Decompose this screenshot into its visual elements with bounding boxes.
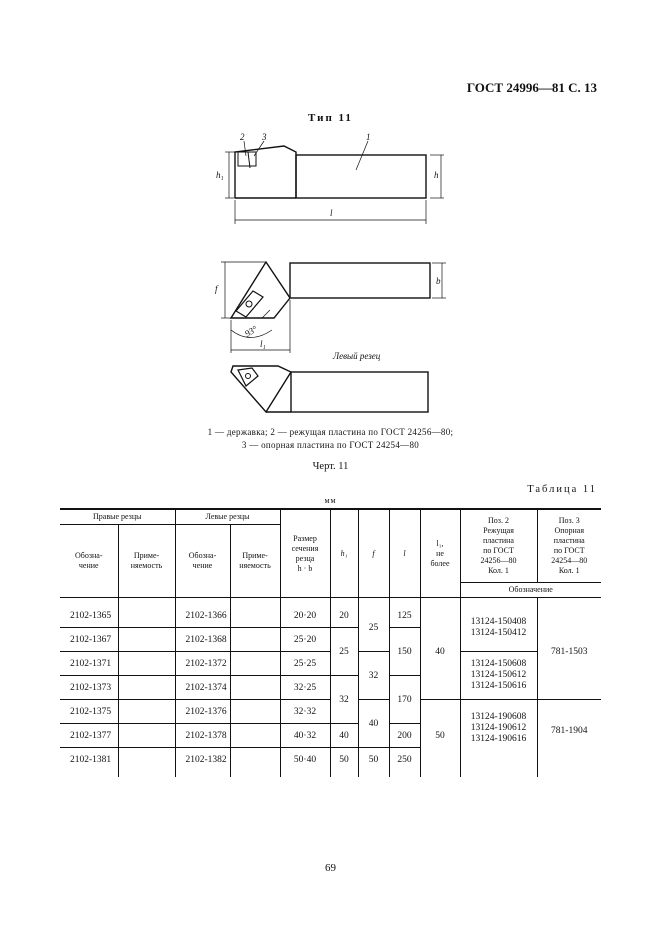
dim-l1-label: l₁ bbox=[260, 339, 266, 349]
h1-cell: 50 bbox=[330, 748, 358, 772]
l-cell: 125 bbox=[389, 604, 420, 628]
h1-cell: 40 bbox=[330, 724, 358, 748]
f-cell: 32 bbox=[358, 652, 389, 700]
dim-b-label: b bbox=[436, 276, 441, 286]
f-cell: 50 bbox=[358, 748, 389, 772]
spec-table bbox=[60, 508, 601, 777]
f-cell: 25 bbox=[358, 604, 389, 652]
callout-2: 2 bbox=[240, 132, 245, 142]
table-row bbox=[60, 604, 601, 628]
h1-cell: 25 bbox=[330, 628, 358, 676]
legend-line-1: 1 — державка; 2 — режущая пластина по ГОСТ 24256—80; bbox=[207, 427, 454, 437]
dim-f-label: f bbox=[215, 284, 218, 294]
h1-cell: 32 bbox=[330, 676, 358, 724]
right-code: 2102-1373 bbox=[60, 676, 118, 700]
insert-cell: 13124-150608 13124-150612 13124-150616 bbox=[460, 652, 537, 700]
angle-label: 93° bbox=[243, 323, 259, 339]
l-cell: 250 bbox=[389, 748, 420, 772]
size-cell: 25·25 bbox=[280, 652, 330, 676]
left-code: 2102-1366 bbox=[175, 604, 230, 628]
l1-cell: 50 bbox=[420, 700, 460, 772]
figure-legend bbox=[0, 426, 661, 452]
support-cell: 781-1904 bbox=[551, 726, 588, 736]
header-f: f bbox=[358, 509, 389, 598]
figure-caption: Черт. 11 bbox=[312, 461, 349, 472]
dim-l-label: l bbox=[330, 208, 333, 218]
right-code: 2102-1367 bbox=[60, 628, 118, 652]
left-code: 2102-1368 bbox=[175, 628, 230, 652]
dim-h-label: h bbox=[434, 170, 439, 180]
page-header: ГОСТ 24996—81 С. 13 bbox=[466, 80, 597, 95]
header-designation-left: Обозна- чение bbox=[175, 525, 230, 598]
l-cell: 200 bbox=[389, 724, 420, 748]
left-cutter-view bbox=[231, 366, 428, 412]
size-cell: 25·20 bbox=[280, 628, 330, 652]
insert-cell: 13124-190608 13124-190612 13124-190616 bbox=[460, 700, 537, 772]
insert-cell: 13124-150408 13124-150412 bbox=[460, 604, 537, 652]
right-code: 2102-1381 bbox=[60, 748, 118, 772]
left-code: 2102-1372 bbox=[175, 652, 230, 676]
header-h1: h₁ bbox=[330, 509, 358, 598]
header-l: l bbox=[389, 509, 420, 598]
header-applicability-left: Приме- няемость bbox=[230, 525, 280, 598]
size-cell: 32·32 bbox=[280, 700, 330, 724]
page-number: 69 bbox=[325, 862, 336, 874]
left-code: 2102-1376 bbox=[175, 700, 230, 724]
left-code: 2102-1374 bbox=[175, 676, 230, 700]
header-pos3: Поз. 3 Опорная пластина по ГОСТ 24254—80 Кол. 1 bbox=[537, 509, 601, 583]
left-code: 2102-1382 bbox=[175, 748, 230, 772]
right-code: 2102-1377 bbox=[60, 724, 118, 748]
header-applicability-right: Приме- няемость bbox=[118, 525, 175, 598]
header-right-cutters: Правые резцы bbox=[60, 509, 175, 525]
header-l1: l₁, не более bbox=[420, 509, 460, 598]
size-cell: 50·40 bbox=[280, 748, 330, 772]
callout-3: 3 bbox=[262, 132, 267, 142]
callout-1: 1 bbox=[366, 132, 371, 142]
dim-h1-label: h₁ bbox=[216, 170, 224, 180]
size-cell: 32·25 bbox=[280, 676, 330, 700]
support-cell: 781-1503 bbox=[537, 604, 601, 700]
header-designation-right: Обозна- чение bbox=[60, 525, 118, 598]
size-cell: 20·20 bbox=[280, 604, 330, 628]
size-cell: 40·32 bbox=[280, 724, 330, 748]
right-code: 2102-1371 bbox=[60, 652, 118, 676]
left-code: 2102-1378 bbox=[175, 724, 230, 748]
header-pos2: Поз. 2 Режущая пластина по ГОСТ 24256—80 Кол. 1 bbox=[460, 509, 537, 583]
top-view bbox=[221, 262, 446, 353]
h1-cell: 20 bbox=[330, 604, 358, 628]
right-code: 2102-1365 bbox=[60, 604, 118, 628]
right-code: 2102-1375 bbox=[60, 700, 118, 724]
l1-cell: 40 bbox=[420, 604, 460, 700]
side-view bbox=[225, 141, 444, 224]
header-left-cutters: Левые резцы bbox=[175, 509, 280, 525]
f-cell: 40 bbox=[358, 700, 389, 748]
table-units: мм bbox=[324, 496, 337, 505]
figure-title: Тип 11 bbox=[308, 112, 353, 124]
table-caption: Таблица 11 bbox=[527, 484, 597, 495]
header-size: Размер сечения резца h · b bbox=[280, 509, 330, 598]
legend-line-2: 3 — опорная пластина по ГОСТ 24254—80 bbox=[241, 440, 420, 450]
l-cell: 170 bbox=[389, 676, 420, 724]
left-cutter-label: Левый резец bbox=[333, 351, 381, 361]
technical-drawing bbox=[0, 0, 661, 420]
header-oboznachenie: Обозначение bbox=[508, 585, 553, 594]
l-cell: 150 bbox=[389, 628, 420, 676]
